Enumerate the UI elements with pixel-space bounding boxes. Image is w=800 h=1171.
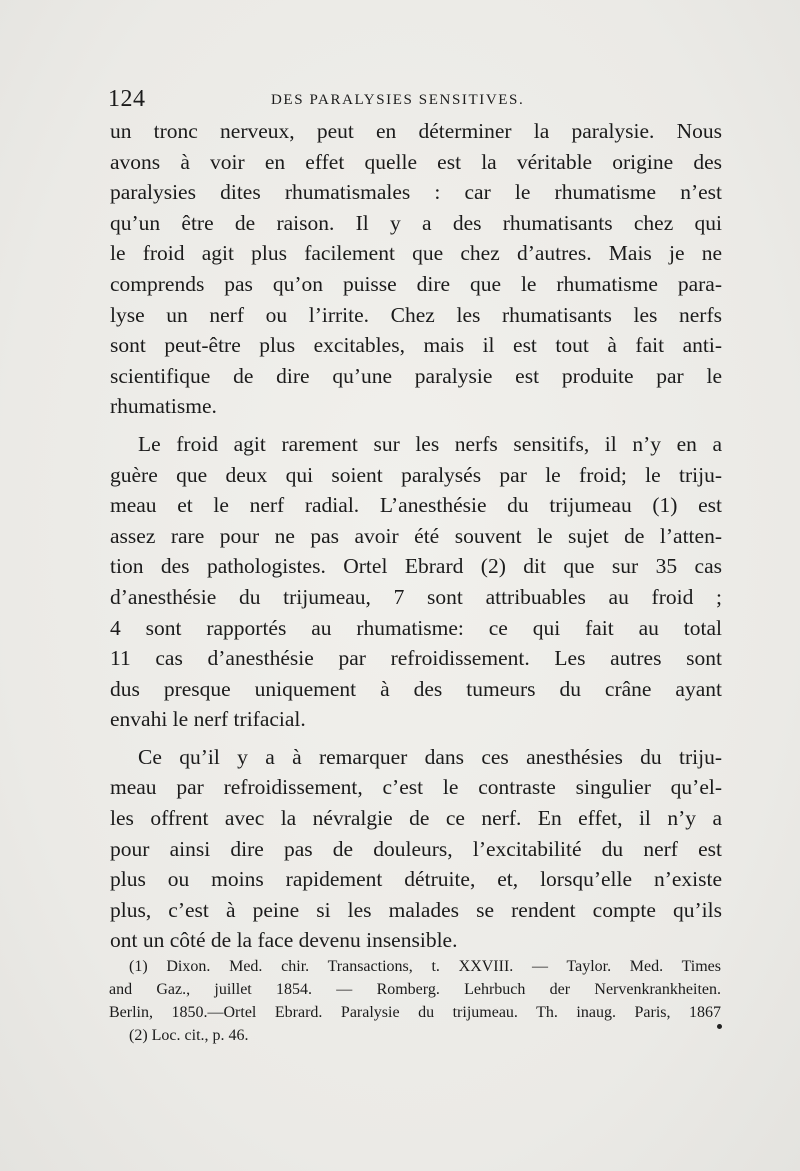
text-line: 11 cas d’anesthésie par refroidissement. Les autres sont [110,646,722,671]
text-line: plus ou moins rapidement détruite, et, lorsqu’elle n’existe [110,867,722,892]
text-line: plus, c’est à peine si les malades se rendent compte qu’ils [110,897,722,922]
text-line: rhumatisme. [110,394,217,419]
footnotes [109,955,721,1047]
text-line: le froid agit plus facilement que chez d’autres. Mais je ne [110,241,722,266]
text-line: assez rare pour ne pas avoir été souvent le sujet de l’atten- [110,523,722,548]
footnote-line: and Gaz., juillet 1854. — Romberg. Lehrbuch der Nervenkrankheiten. [109,981,721,998]
text-line: comprends pas qu’on puisse dire que le rhumatisme para- [110,271,722,296]
footnote-line: Berlin, 1850.—Ortel Ebrard. Paralysie du trijumeau. Th. inaug. Paris, 1867 [109,1004,721,1021]
text-line: qu’un être de raison. Il y a des rhumatisants chez qui [110,210,722,235]
text-line: meau par refroidissement, c’est le contraste singulier qu’el- [110,775,722,800]
paragraph [110,116,722,422]
text-line: un tronc nerveux, peut en déterminer la paralysie. Nous [110,119,722,143]
page-header [108,86,720,116]
text-line: envahi le nerf trifacial. [110,707,306,732]
text-line: scientifique de dire qu’une paralysie est produite par le [110,363,722,388]
page-number: 124 [108,86,146,112]
text-line: d’anesthésie du trijumeau, 7 sont attribuables au froid ; [110,584,722,609]
paragraph [110,742,722,956]
text-line: pour ainsi dire pas de douleurs, l’excitabilité du nerf est [110,836,722,861]
text-line: guère que deux qui soient paralysés par le froid; le triju- [110,462,722,487]
text-line: Le froid agit rarement sur les nerfs sensitifs, il n’y en a [138,431,722,456]
footnote-line: (1) Dixon. Med. chir. Transactions, t. XXVIII. — Taylor. Med. Times [129,958,721,975]
body-text [110,116,722,956]
text-line: ont un côté de la face devenu insensible. [110,928,458,953]
text-line: 4 sont rapportés au rhumatisme: ce qui fait au total [110,615,722,640]
text-line: Ce qu’il y a à remarquer dans ces anesthésies du triju- [138,744,722,769]
text-line: tion des pathologistes. Ortel Ebrard (2) dit que sur 35 cas [110,554,722,579]
paragraph-gap [110,735,722,742]
text-line: avons à voir en effet quelle est la véritable origine des [110,149,722,174]
text-line: sont peut-être plus excitables, mais il est tout à fait anti- [110,333,722,358]
footnote-2 [129,1024,721,1047]
text-line: meau et le nerf radial. L’anesthésie du trijumeau (1) est [110,493,722,518]
ink-dot-mark [717,1024,722,1029]
text-line: paralysies dites rhumatismales : car le rhumatisme n’est [110,180,722,205]
footnote-line: (2) Loc. cit., p. 46. [129,1027,249,1044]
text-line: dus presque uniquement à des tumeurs du crâne ayant [110,676,722,701]
running-head: DES PARALYSIES SENSITIVES. [271,92,525,108]
paragraph [110,429,722,735]
text-line: lyse un nerf ou l’irrite. Chez les rhumatisants les nerfs [110,302,722,327]
paragraph-gap [110,422,722,429]
text-line: les offrent avec la névralgie de ce nerf. En effet, il n’y a [110,806,722,831]
footnote-1 [109,955,721,1024]
